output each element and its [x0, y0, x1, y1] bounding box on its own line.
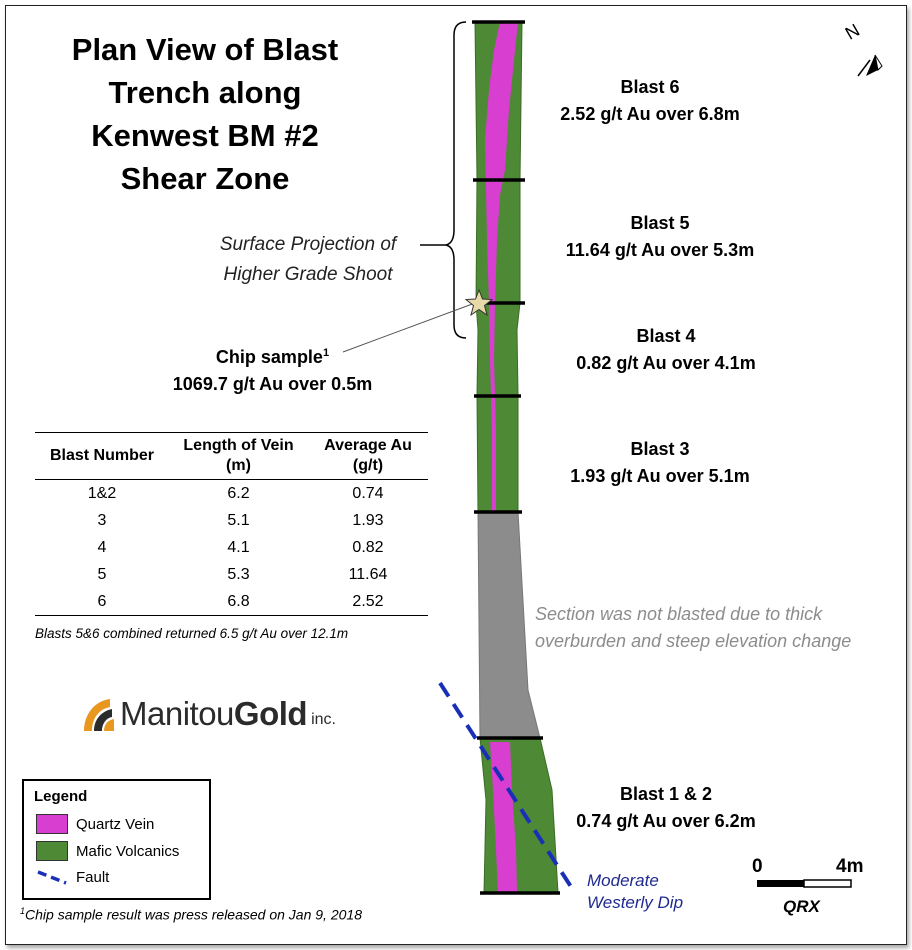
fault-dip-note: Moderate Westerly Dip: [587, 871, 684, 912]
header-blast-number: Blast Number: [35, 433, 169, 480]
surface-projection-bracket: [446, 22, 466, 338]
manitou-gold-logo: [120, 692, 336, 736]
scale-bar: [757, 880, 851, 887]
legend-item-mafic-volcanics: Mafic Volcanics: [36, 841, 179, 861]
unblasted-section: [478, 512, 540, 738]
blast-name: Blast 5: [630, 213, 690, 233]
legend: [22, 779, 211, 900]
table-row: 3 5.1 1.93: [97, 511, 384, 529]
chip-sample-label: Chip sample$^1$ 1069.7 g/t Au over 0.5m: [172, 347, 373, 394]
table-row: 5 5.3 11.64: [97, 565, 388, 583]
surface-projection-label: Surface Projection of Higher Grade Shoot: [219, 234, 397, 285]
north-label: N: [841, 19, 864, 44]
legend-item-quartz-vein: Quartz Vein: [36, 814, 154, 834]
table-note: Blasts 5&6 combined returned 6.5 g/t Au over 12.1m: [35, 626, 349, 641]
blast-5-label: [540, 210, 780, 264]
blast-result: 1.93 g/t Au over 5.1m: [570, 466, 750, 486]
header-length-of-vein: Length of Vein (m): [169, 433, 308, 480]
not-blasted-note: Section was not blasted due to thick overburden and steep elevation change: [535, 604, 852, 651]
table-row: 6 6.8 2.52: [35, 588, 428, 616]
blast-result: 11.64 g/t Au over 5.3m: [565, 240, 755, 260]
fault-swatch: [36, 868, 68, 886]
blast-result: 0.82 g/t Au over 4.1m: [576, 353, 756, 373]
blast-result: 2.52 g/t Au over 6.8m: [560, 104, 740, 124]
blast-result: 0.74 g/t Au over 6.2m: [576, 811, 756, 831]
title-line: Kenwest BM #2: [91, 118, 319, 153]
logo-name-regular: Manitou: [120, 695, 234, 732]
blast-6-label: [540, 74, 760, 128]
title-line: Plan View of Blast: [71, 32, 339, 67]
footnote: $^1$Chip sample result was press released on Jan 9, 2018: [20, 906, 362, 923]
quartz-vein-swatch: [36, 814, 68, 834]
scale-end-label: 4m: [836, 856, 864, 877]
manitou-logo-mark: [84, 699, 114, 731]
blast-4-label: [556, 323, 776, 377]
title-line: Trench along: [108, 75, 302, 110]
title-line: Shear Zone: [120, 161, 290, 196]
legend-title: Legend: [34, 788, 88, 805]
scale-start-label: 0: [752, 856, 763, 877]
logo-name-bold: Gold: [233, 695, 308, 732]
logo-suffix: inc.: [311, 711, 336, 728]
mafic-volcanics-swatch: [36, 841, 68, 861]
legend-item-fault: Fault: [36, 868, 109, 886]
header-average-au: Average Au (g/t): [308, 433, 428, 480]
blast-3-label: [550, 436, 770, 490]
blast-name: Blast 1 & 2: [619, 784, 713, 804]
qrx-logo: [783, 897, 822, 916]
blast-name: Blast 4: [636, 326, 696, 346]
map-title: [40, 28, 370, 200]
blast-1-2-label: [556, 781, 776, 835]
north-arrow-icon: [858, 55, 882, 76]
blast-name: Blast 3: [630, 439, 690, 459]
svg-text:QRX: QRX: [783, 897, 820, 916]
blast-results-table: [35, 432, 428, 616]
blast-name: Blast 6: [620, 77, 680, 97]
table-row: 4 4.1 0.82: [97, 538, 384, 556]
table-row: 1&2 6.2 0.74: [87, 484, 384, 502]
